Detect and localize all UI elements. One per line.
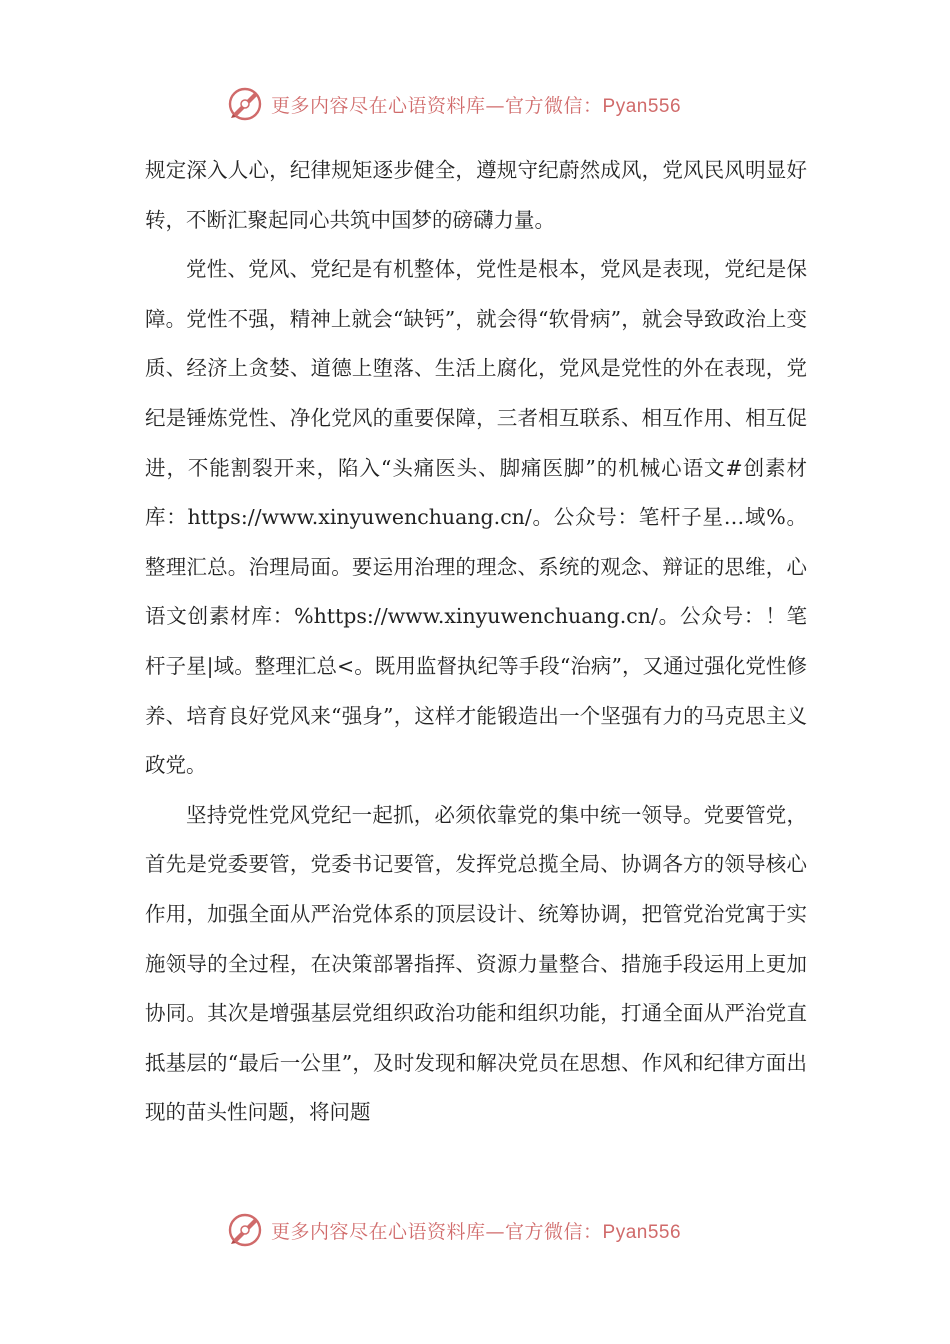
paragraph-3: 坚持党性党风党纪一起抓，必须依靠党的集中统一领导。党要管党，首先是党委要管，党委书记要管，发挥党总揽全局、协调各方的领导核心作用，加强全面从严治党体系的顶层设计、统筹协调，把管党治党寓于实施领导的全过程，在决策部署指挥、资源力量整合、措施手段运用上更加协同。其次是增强基层党组织政治功能和组织功能，打通全面从严治党直抵基层的“最后一公里”，及时发现和解决党员在思想、作风和纪律方面出现的苗头性问题，将问题 xyxy=(145,802,807,1125)
paragraph-1: 规定深入人心，纪律规矩逐步健全，遵规守纪蔚然成风，党风民风明显好转，不断汇聚起同心共筑中国梦的磅礴力量。 xyxy=(145,158,807,232)
article-body xyxy=(145,146,807,1138)
header-banner xyxy=(225,84,745,124)
pen-logo-icon xyxy=(225,1210,265,1250)
paragraph-2: 党性、党风、党纪是有机整体，党性是根本，党风是表现，党纪是保障。党性不强，精神上就会“缺钙”，就会得“软骨病”，就会导致政治上变质、经济上贪婪、道德上堕落、生活上腐化，党风是党性的外在表现，党纪是锤炼党性、净化党风的重要保障，三者相互联系、相互作用、相互促进，不能割裂开来，陷入“头痛医头、脚痛医脚”的机械心语文#创素材库：https://www.xinyuwenchuang.cn/。公众号：笔杆子星…域%。整理汇总。治理局面。要运用治理的理念、系统的观念、辩证的思维，心语文创素材库：%https://www.xinyuwenchuang.cn/。公众号：！笔杆子星|域。整理汇总<。既用监督执纪等手段“治病”，又通过强化党性修养、培育良好党风来“强身”，这样才能锻造出一个坚强有力的马克思主义政党。 xyxy=(145,257,807,778)
header-banner-text xyxy=(271,91,681,118)
footer-banner-text xyxy=(271,1217,681,1244)
footer-banner-label: 更多内容尽在心语资料库—官方微信： xyxy=(271,1220,603,1243)
footer-banner-wechat: Pyan556 xyxy=(602,1221,682,1243)
header-banner-label: 更多内容尽在心语资料库—官方微信： xyxy=(271,94,603,117)
footer-banner xyxy=(225,1210,745,1250)
pen-logo-icon xyxy=(225,84,265,124)
header-banner-wechat: Pyan556 xyxy=(602,95,682,117)
